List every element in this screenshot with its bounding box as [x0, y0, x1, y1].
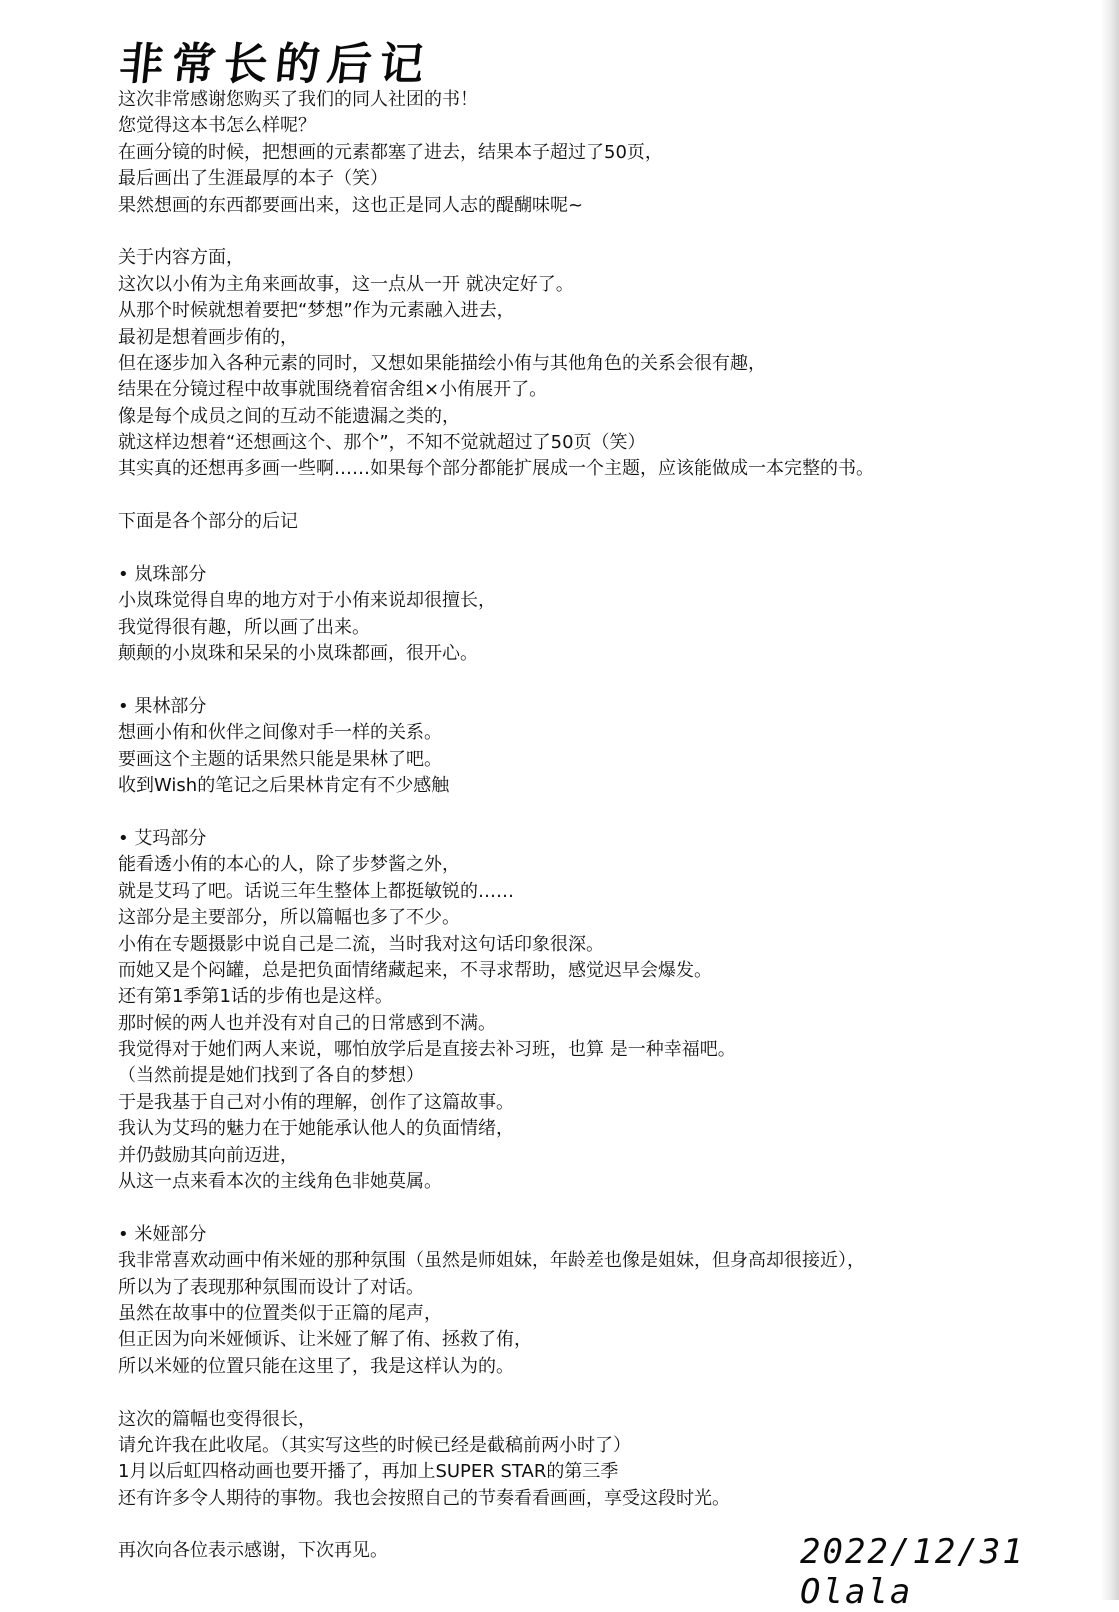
page-title: 非常长的后记: [116, 39, 435, 90]
text-line: 就是艾玛了吧。话说三年生整体上都挺敏锐的……: [118, 880, 514, 902]
text-line: 但在逐步加入各种元素的同时，又想如果能描绘小侑与其他角色的关系会很有趣，: [118, 352, 766, 374]
text-line: 我非常喜欢动画中侑米娅的那种氛围（虽然是师姐妹，年龄差也像是姐妹，但身高却很接近），: [118, 1250, 865, 1272]
paragraph-gap: [118, 483, 1058, 509]
text-line: 还有第1季第1话的步侑也是这样。: [118, 986, 393, 1008]
text-line: 其实真的还想再多画一些啊……如果每个部分都能扩展成一个主题，应该能做成一本完整的书。: [118, 458, 874, 480]
text-line: 并仍鼓励其向前迈进，: [118, 1144, 298, 1166]
text-line: 从这一点来看本次的主线角色非她莫属。: [118, 1171, 442, 1193]
text-line: 但正因为向米娅倾诉、让米娅了解了侑、拯救了侑，: [118, 1329, 532, 1351]
text-line: （当然前提是她们找到了各自的梦想）: [118, 1065, 424, 1087]
text-line: 在画分镜的时候，把想画的元素都塞了进去，结果本子超过了50页，: [118, 141, 663, 163]
text-line: 要画这个主题的话果然只能是果林了吧。: [118, 748, 442, 770]
text-line: 请允许我在此收尾。（其实写这些的时候已经是截稿前两小时了）: [118, 1434, 631, 1456]
text-line: • 岚珠部分: [118, 564, 207, 586]
text-line: 从那个时候就想着要把“梦想”作为元素融入进去，: [118, 300, 515, 322]
text-line: • 艾玛部分: [118, 827, 207, 849]
text-line: 虽然在故事中的位置类似于正篇的尾声，: [118, 1302, 442, 1324]
date-signature: 2022/12/31 Olala: [800, 1532, 1025, 1612]
text-line: 结果在分镜过程中故事就围绕着宿舍组×小侑展开了。: [118, 379, 548, 401]
text-line: 收到Wish的笔记之后果林肯定有不少感触: [118, 775, 450, 797]
text-line: 颠颠的小岚珠和呆呆的小岚珠都画，很开心。: [118, 643, 478, 665]
paragraph-gap: [118, 668, 1058, 694]
text-line: 小岚珠觉得自卑的地方对于小侑来说却很擅长，: [118, 590, 496, 612]
paragraph-gap: [118, 1380, 1058, 1406]
text-line: 这部分是主要部分，所以篇幅也多了不少。: [118, 907, 460, 929]
text-line: 所以米娅的位置只能在这里了，我是这样认为的。: [118, 1355, 514, 1377]
afterword-body: [118, 87, 1058, 1565]
text-line: 这次以小侑为主角来画故事，这一点从一开 就决定好了。: [118, 273, 574, 295]
paragraph-gap: [118, 1195, 1058, 1221]
paragraph-gap: [118, 219, 1058, 245]
text-line: 最后画出了生涯最厚的本子（笑）: [118, 168, 388, 190]
text-line: 下面是各个部分的后记: [118, 511, 298, 533]
text-line: 1月以后虹四格动画也要开播了，再加上SUPER STAR的第三季: [118, 1461, 619, 1483]
text-line: 我觉得对于她们两人来说，哪怕放学后是直接去补习班，也算 是一种幸福吧。: [118, 1039, 736, 1061]
text-line: 就这样边想着“还想画这个、那个”，不知不觉就超过了50页（笑）: [118, 432, 646, 454]
text-line: • 果林部分: [118, 695, 207, 717]
text-line: 我觉得很有趣，所以画了出来。: [118, 616, 370, 638]
page-edge-shadow: [1101, 0, 1119, 1600]
text-line: 再次向各位表示感谢，下次再见。: [118, 1540, 388, 1562]
text-line: 像是每个成员之间的互动不能遗漏之类的，: [118, 405, 460, 427]
text-line: 能看透小侑的本心的人，除了步梦酱之外，: [118, 854, 460, 876]
text-line: 最初是想着画步侑的，: [118, 326, 298, 348]
text-line: 关于内容方面，: [118, 247, 244, 269]
text-line: 想画小侑和伙伴之间像对手一样的关系。: [118, 722, 442, 744]
text-line: 我认为艾玛的魅力在于她能承认他人的负面情绪，: [118, 1118, 514, 1140]
paragraph-gap: [118, 800, 1058, 826]
text-line: 而她又是个闷罐，总是把负面情绪藏起来，不寻求帮助，感觉迟早会爆发。: [118, 959, 712, 981]
text-line: 所以为了表现那种氛围而设计了对话。: [118, 1276, 424, 1298]
text-line: 于是我基于自己对小侑的理解，创作了这篇故事。: [118, 1091, 514, 1113]
text-line: 这次非常感谢您购买了我们的同人社团的书！: [118, 89, 478, 110]
text-line: 还有许多令人期待的事物。我也会按照自己的节奏看看画画，享受这段时光。: [118, 1487, 730, 1509]
text-line: 这次的篇幅也变得很长，: [118, 1408, 316, 1430]
text-line: 果然想画的东西都要画出来，这也正是同人志的醍醐味呢~: [118, 194, 584, 216]
text-line: 您觉得这本书怎么样呢？: [118, 115, 316, 137]
text-line: 那时候的两人也并没有对自己的日常感到不满。: [118, 1012, 496, 1034]
text-line: 小侑在专题摄影中说自己是二流，当时我对这句话印象很深。: [118, 933, 604, 955]
text-line: • 米娅部分: [118, 1223, 207, 1245]
paragraph-gap: [118, 536, 1058, 562]
